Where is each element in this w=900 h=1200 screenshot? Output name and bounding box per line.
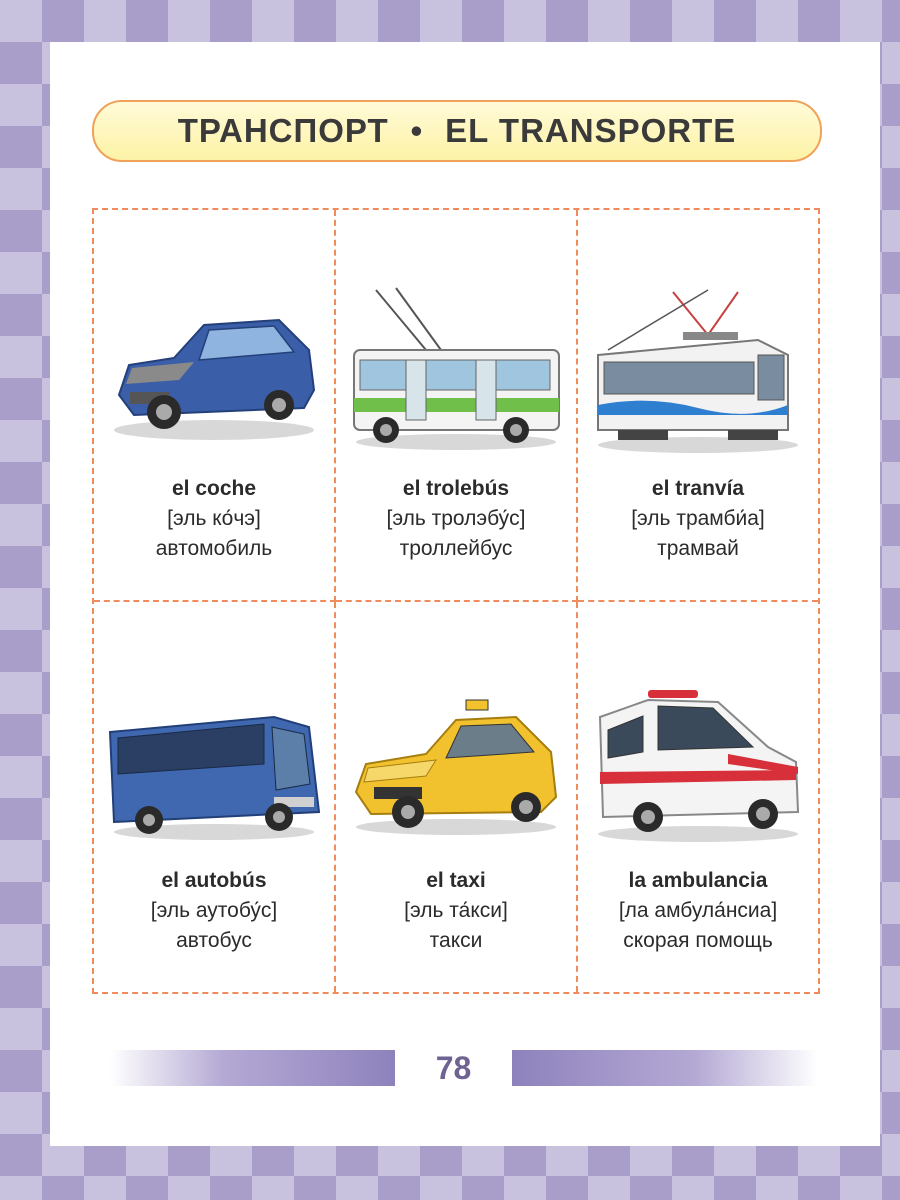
bus-picture xyxy=(102,662,326,862)
word-pronunciation: [эль ко́чэ] xyxy=(167,507,261,530)
word-pronunciation: [ла амбула́нсиа] xyxy=(618,899,778,922)
tram-icon xyxy=(588,280,808,460)
vocab-label xyxy=(578,866,818,956)
page-number-bar-right xyxy=(512,1050,818,1086)
title-es: EL TRANSPORTE xyxy=(445,112,737,149)
page-number: 78 xyxy=(435,1050,472,1086)
ambulance-icon xyxy=(588,672,808,852)
vocab-label xyxy=(94,474,334,564)
word-ru: автобус xyxy=(176,929,252,952)
word-pronunciation: [эль аутобу́с] xyxy=(150,899,278,922)
word-ru: троллейбус xyxy=(399,537,513,560)
vocab-label xyxy=(578,474,818,564)
vocab-card-ambulance xyxy=(578,602,818,992)
title-separator: • xyxy=(410,112,424,149)
word-pronunciation: [эль трамби́а] xyxy=(631,507,765,530)
title-ru: ТРАНСПОРТ xyxy=(177,112,389,149)
word-pronunciation: [эль та́кси] xyxy=(404,899,508,922)
car-picture xyxy=(102,270,326,470)
word-es: el coche xyxy=(171,477,257,500)
title-banner xyxy=(92,100,822,162)
word-es: la ambulancia xyxy=(628,869,768,892)
vocab-card-bus xyxy=(94,602,336,992)
page-number-bar-left xyxy=(110,1050,395,1086)
word-es: el trolebús xyxy=(402,477,510,500)
word-ru: такси xyxy=(429,929,483,952)
vocab-label xyxy=(94,866,334,956)
taxi-icon xyxy=(346,672,566,852)
vocabulary-grid xyxy=(92,208,820,994)
trolleybus-picture xyxy=(344,270,568,470)
vocab-label xyxy=(336,866,576,956)
word-es: el autobús xyxy=(161,869,267,892)
vocab-card-tram xyxy=(578,210,818,602)
taxi-picture xyxy=(344,662,568,862)
trolleybus-icon xyxy=(346,280,566,460)
vocab-card-trolleybus xyxy=(336,210,578,602)
word-ru: автомобиль xyxy=(155,537,273,560)
ambulance-picture xyxy=(586,662,810,862)
tram-picture xyxy=(586,270,810,470)
bus-icon xyxy=(104,672,324,852)
car-icon xyxy=(104,280,324,460)
word-ru: трамвай xyxy=(657,537,739,560)
word-pronunciation: [эль тролэбу́с] xyxy=(386,507,526,530)
word-es: el taxi xyxy=(426,869,486,892)
vocab-label xyxy=(336,474,576,564)
word-es: el tranvía xyxy=(651,477,745,500)
vocab-card-car xyxy=(94,210,336,602)
word-ru: скорая помощь xyxy=(623,929,773,952)
book-page xyxy=(50,42,880,1146)
vocab-card-taxi xyxy=(336,602,578,992)
